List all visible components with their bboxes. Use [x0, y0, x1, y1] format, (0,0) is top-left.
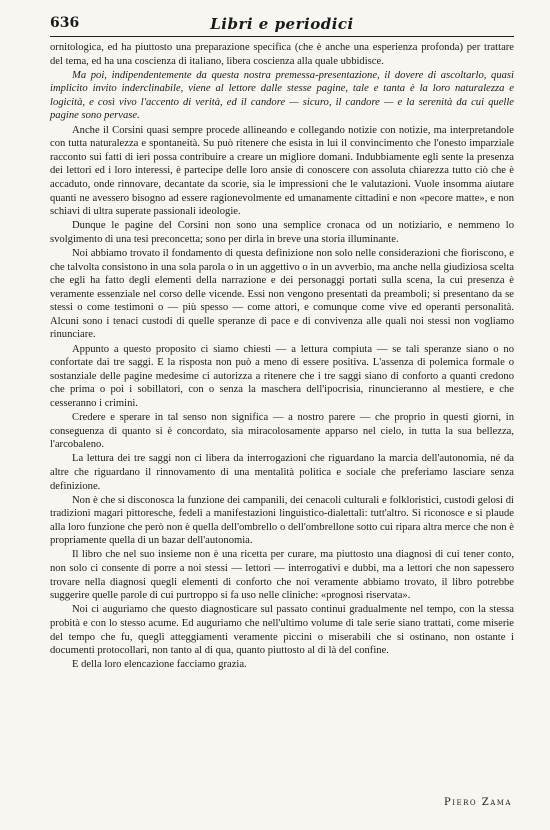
page-header — [50, 14, 514, 37]
paragraph: Dunque le pagine del Corsini non sono una semplice cronaca od un notiziario, e nemmeno lo svolgimento di una tesi preconcetta; sono per dirla in breve una storia illuminante. — [50, 220, 514, 245]
paragraph: Non è che si disconosca la funzione dei campanili, dei cenacoli culturali e folkloristici, custodi gelosi di tradizioni magari pittoresche, fedeli a manifestazioni linguistico-dialettali: tutt'altro. Si riconosce e si plaude alla loro funzione che però non è quella dell'ombrello o dell'ombrellone sotto cui ripara altra merce che non è propriamente quella di un bazar dell'autonomia. — [50, 494, 514, 547]
paragraph: Noi ci auguriamo che questo diagnosticare sul passato continui gradualmente nel tempo, con la stessa probità e con lo stesso acume. Ed auguriamo che nell'ultimo volume di tale serie siano trattati, come miserie del tempo che fu, quegli atteggiamenti veramente piccini o miserabili che si ostinano, non ostante i documenti protocollari, non tanto al di qua, quanto piuttosto al di là del confine. — [50, 604, 514, 657]
running-title: Libri e periodici — [210, 15, 354, 33]
author-signature: Piero Zama — [443, 797, 512, 808]
paragraph: Anche il Corsini quasi sempre procede allineando e collegando notizie con notizie, ma interpretandole con tutta naturalezza e spontaneità. Su può ritenere che esista in lui il convincimento che l'onesto imparziale racconto sui fatti di ieri possa contribuire a creare un migliore domani. Indubbiamente egli sente la presenza dei lettori ed i loro interessi, è partecipe delle loro ansie di conoscere con assoluta chiarezza tutto ciò che è accaduto, onde rinnovare, decantate da scorie, sia le impressioni che le valutazioni. Vuole insomma aiutare quanti ne avessero bisogno ad essere ragionevolmente ed umanamente cittadini e non «pecore matte», e non schiavi di ultra superate passionali ideologie. — [50, 124, 514, 218]
paragraph: Ma poi, indipendentemente da questa nostra premessa-presentazione, il dovere di ascoltarlo, quasi implicito invito inderclinabile, viene al lettore dalle stesse pagine, tale e tanta è la loro naturalezza e logicità, e così vivo l'accento di verità, ed il candore — sicuro, il candore — e la serenità da cui quelle pagine sono pervase. — [50, 69, 514, 122]
paragraph: Credere e sperare in tal senso non significa — a nostro parere — che proprio in questi giorni, in conseguenza di quanto si è concordato, sia miracolosamente apparso nel cielo, in tutta la sua bellezza, l'arcobaleno. — [50, 412, 514, 451]
paragraph: Appunto a questo proposito ci siamo chiesti — a lettura compiuta — se tali speranze siano o no confortate dai tre saggi. E la risposta non può a meno di essere positiva. L'assenza di polemica formale o sostanziale delle pagine medesime ci autorizza a ritenere che i tre saggi siano di conforto a quanti credono che prima o poi i sobillatori, con o senza la maschera dell'ipocrisia, rinuncieranno al mestiere, e che cesseranno i crimini. — [50, 343, 514, 409]
paragraph: La lettura dei tre saggi non ci libera da interrogazioni che riguardano la marcia dell'autonomia, né da altre che riguardano il rinnovamento di una mentalità politica e sociale che preferiamo lasciare senza definizione. — [50, 453, 514, 492]
page-number: 636 — [50, 15, 80, 31]
paragraph: Noi abbiamo trovato il fondamento di questa definizione non solo nelle considerazioni che fioriscono, e che talvolta consistono in una sola parola o in un aggettivo o in un avverbio, ma anche nella giudiziosa scelta che egli ha fatto degli elementi della narrazione e dei personaggi portati sulla scena, la cui presenza è veramente essenziale nel corso delle vicende. Essi non vengono presentati da preamboli; si presentano da se stessi o come testimoni o — più spesso — come attori, e comunque come vive ed operanti personalità. Alcuni sono i tenaci custodi di quelle speranze di pace e di convivenza alle quali noi stessi non vogliamo rinunciare. — [50, 247, 514, 341]
paragraph: E della loro elencazione facciamo grazia. — [72, 659, 247, 671]
paragraph: ornitologica, ed ha piuttosto una preparazione specifica (che è anche una esperienza profonda) per trattare del tema, ed ha una coscienza di italiano, libera coscienza alla quale ubbidisce. — [50, 42, 514, 67]
article-body — [50, 41, 514, 672]
paragraph: Il libro che nel suo insieme non è una ricetta per curare, ma piuttosto una diagnosi di cui tener conto, non solo ci consente di porre a noi stessi — lettori — interrogativi e dubbi, ma a lettori che non sapessero trovare nella diagnosi quegli elementi di conforto che noi veramente abbiamo trovato, il libro potrebbe suggerire quelle parole di cui purtroppo si fa uso nelle cliniche: «prognosi riservata». — [50, 549, 514, 602]
